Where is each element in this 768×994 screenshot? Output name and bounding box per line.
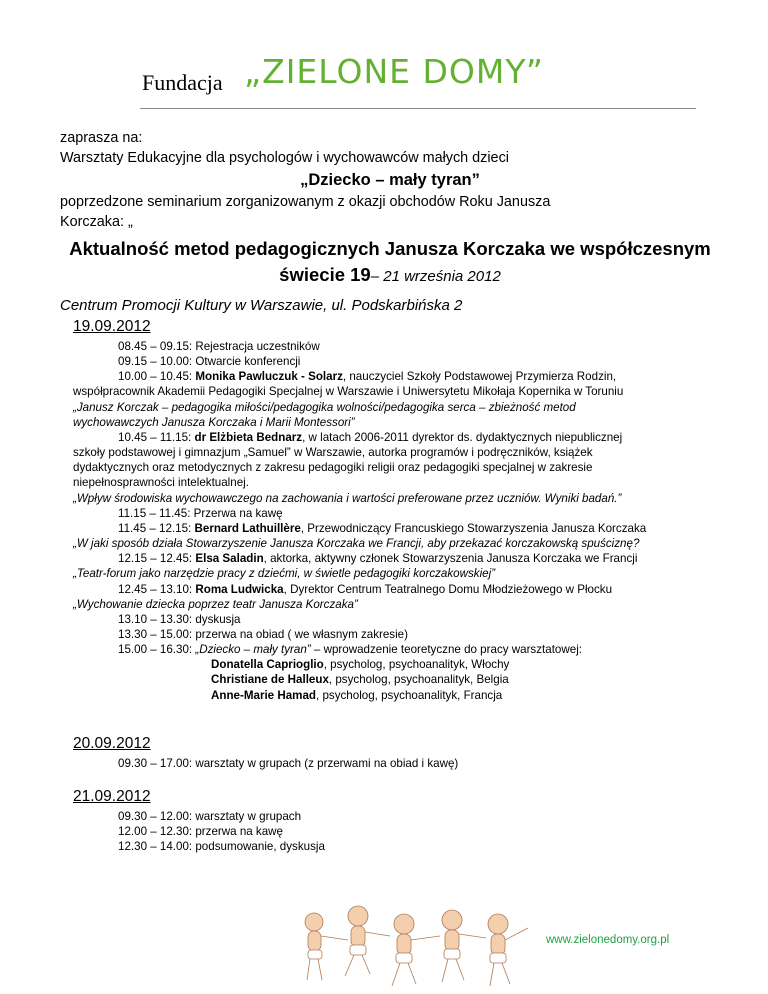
schedule-row: 13.30 – 15.00: przerwa na obiad ( we własnym zakresie) bbox=[118, 627, 408, 641]
schedule-text: niepełnosprawności intelektualnej. bbox=[73, 476, 249, 490]
invite-line: zaprasza na: bbox=[60, 130, 143, 146]
schedule-row bbox=[73, 551, 723, 566]
day2-date: 20.09.2012 bbox=[73, 735, 151, 752]
seminar-title-2 bbox=[60, 262, 720, 290]
presenter-desc: , psycholog, psychoanalityk, Francja bbox=[316, 688, 503, 702]
talk-topic: „Teatr-forum jako narzędzie pracy z dziećmi, w świetle pedagogiki korczakowskiej” bbox=[73, 567, 496, 581]
time: 10.00 – 10.45: bbox=[118, 370, 196, 384]
schedule-row bbox=[73, 369, 723, 384]
day3-date: 21.09.2012 bbox=[73, 788, 151, 805]
talk-topic: „W jaki sposób działa Stowarzyszenie Janusza Korczaka we Francji, aby przekazać korczakowską spuściznę? bbox=[73, 537, 640, 551]
presenter-row bbox=[73, 672, 723, 687]
day3-schedule bbox=[73, 809, 723, 854]
schedule-row: 09.30 – 17.00: warsztaty w grupach (z przerwami na obiad i kawę) bbox=[118, 757, 459, 770]
speaker-desc: , aktorka, aktywny członek Stowarzyszenia Janusza Korczaka we Francji bbox=[263, 552, 638, 566]
schedule-row bbox=[73, 521, 723, 536]
day1-schedule bbox=[73, 339, 723, 703]
intro bbox=[60, 128, 720, 316]
presenter-name: Christiane de Halleux bbox=[211, 673, 329, 687]
header-divider bbox=[140, 108, 696, 109]
schedule-row: 09.15 – 10.00: Otwarcie konferencji bbox=[118, 355, 301, 369]
schedule-text: szkoły podstawowej i gimnazjum „Samuel” w Warszawie, autorka programów i podręczników, książek bbox=[73, 446, 593, 460]
presenter-name: Donatella Caprioglio bbox=[211, 658, 324, 672]
time: 12.15 – 12.45: bbox=[118, 552, 196, 566]
day1-date: 19.09.2012 bbox=[73, 318, 151, 335]
website-link[interactable]: www.zielonedomy.org.pl bbox=[546, 934, 670, 946]
preceded-line-2: Korczaka: „ bbox=[60, 214, 133, 230]
speaker-desc: , nauczyciel Szkoły Podstawowej Przymierza Rodzin, bbox=[342, 370, 617, 384]
speaker-desc: , Przewodniczący Francuskiego Stowarzyszenia Janusza Korczaka bbox=[300, 521, 647, 535]
talk-topic: „Wpływ środowiska wychowawczego na zachowania i wartości preferowane przez uczniów. Wyniki badań.” bbox=[73, 491, 622, 505]
workshop-title: „Dziecko – mały tyran” bbox=[300, 171, 480, 189]
schedule-row: 12.00 – 12.30: przerwa na kawę bbox=[118, 825, 283, 839]
speaker-name: Elsa Saladin bbox=[195, 552, 264, 566]
talk-topic: „Janusz Korczak – pedagogika miłości/pedagogika wolności/pedagogika serca – zbieżność metod bbox=[73, 400, 576, 414]
talk-topic: wychowawczych Janusza Korczaka i Marii Montessori” bbox=[73, 415, 355, 429]
workshop-desc: – wprowadzenie teoretyczne do pracy warsztatowej: bbox=[310, 643, 582, 657]
schedule-row: 09.30 – 12.00: warsztaty w grupach bbox=[118, 810, 302, 823]
schedule-row: 11.15 – 11.45: Przerwa na kawę bbox=[118, 506, 283, 520]
time: 15.00 – 16.30: bbox=[118, 643, 196, 657]
time: 12.45 – 13.10: bbox=[118, 582, 196, 596]
preceded-line-1: poprzedzone seminarium zorganizowanym z okazji obchodów Roku Janusza bbox=[60, 194, 551, 210]
speaker-name: Bernard Lathuillère bbox=[194, 521, 301, 535]
speaker-name: dr Elżbieta Bednarz bbox=[194, 430, 303, 444]
schedule-row bbox=[73, 582, 723, 597]
schedule-row: 12.30 – 14.00: podsumowanie, dyskusja bbox=[118, 840, 325, 854]
seminar-title-1: Aktualność metod pedagogicznych Janusza Korczaka we współczesnym bbox=[69, 238, 711, 259]
workshop-topic: „Dziecko – mały tyran” bbox=[195, 643, 311, 657]
presenter-row bbox=[73, 657, 723, 672]
presenter-desc: , psycholog, psychoanalityk, Belgia bbox=[328, 673, 509, 687]
seminar-date: – 21 września 2012 bbox=[370, 268, 501, 285]
speaker-desc: , Dyrektor Centrum Teatralnego Domu Młodzieżowego w Płocku bbox=[283, 582, 613, 596]
day2-schedule bbox=[73, 756, 723, 771]
speaker-desc: , w latach 2006-2011 dyrektor ds. dydaktycznych niepublicznej bbox=[302, 430, 623, 444]
time: 10.45 – 11.15: bbox=[118, 430, 195, 444]
seminar-title-2-text: świecie 19 bbox=[279, 264, 371, 285]
schedule-row: 13.10 – 13.30: dyskusja bbox=[118, 612, 241, 626]
header bbox=[0, 52, 768, 108]
presenter-row bbox=[73, 688, 723, 703]
presenter-desc: , psycholog, psychoanalityk, Włochy bbox=[323, 658, 510, 672]
brand-prefix: Fundacja bbox=[142, 70, 223, 95]
schedule-row: 08.45 – 09.15: Rejestracja uczestników bbox=[118, 340, 320, 353]
time: 11.45 – 12.15: bbox=[118, 521, 195, 535]
talk-topic: „Wychowanie dziecka poprzez teatr Janusza Korczaka” bbox=[73, 597, 358, 611]
speaker-name: Roma Ludwicka bbox=[195, 582, 284, 596]
babies-illustration bbox=[300, 898, 540, 994]
brand-name: „ZIELONE DOMY” bbox=[244, 52, 545, 91]
presenter-name: Anne-Marie Hamad bbox=[211, 688, 317, 702]
schedule-text: dydaktycznych oraz metodycznych z zakresu pedagogiki religii oraz pedagogiki specjalnej w zakresie bbox=[73, 461, 593, 475]
schedule-row bbox=[73, 642, 723, 657]
speaker-name: Monika Pawluczuk - Solarz bbox=[195, 370, 343, 384]
venue: Centrum Promocji Kultury w Warszawie, ul. Podskarbińska 2 bbox=[60, 297, 463, 314]
schedule-text: współpracownik Akademii Pedagogiki Specjalnej w Warszawie i Uniwersytetu Mikołaja Kopernika w Toruniu bbox=[73, 385, 624, 399]
schedule-row bbox=[73, 430, 723, 445]
workshop-line: Warsztaty Edukacyjne dla psychologów i wychowawców małych dzieci bbox=[60, 150, 509, 166]
